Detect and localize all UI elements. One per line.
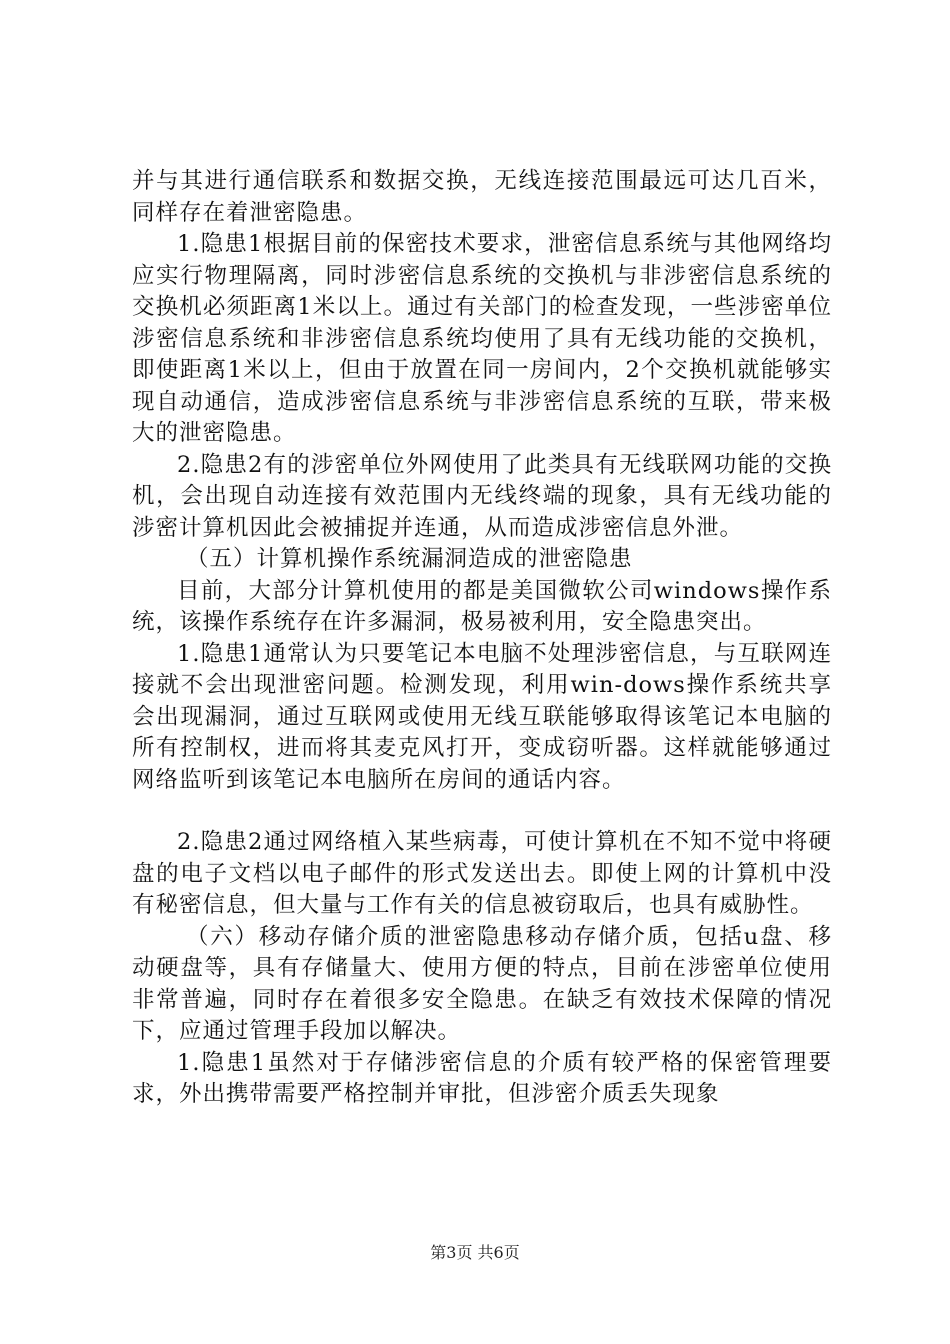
paragraph-continuation: 并与其进行通信联系和数据交换，无线连接范围最远可达几百米，同样存在着泄密隐患。 (132, 168, 832, 226)
paragraph-hazard-1-laptop: 1.隐患1通常认为只要笔记本电脑不处理涉密信息，与互联网连接就不会出现泄密问题。检测发现，利用win-dows操作系统共享会出现漏洞，通过互联网或使用无线互联能够取得该笔记本电脑的所有控制权，进而将其麦克风打开，变成窃听器。这样就能够通过网络监听到该笔记本电脑所在房间的通话内容。 (132, 640, 832, 793)
paragraph-hazard-1-media: 1.隐患1虽然对于存储涉密信息的介质有较严格的保密管理要求，外出携带需要严格控制并审批，但涉密介质丢失现象 (132, 1049, 832, 1107)
section-heading-os-vulnerability: （五）计算机操作系统漏洞造成的泄密隐患 (186, 546, 633, 572)
document-body (132, 166, 832, 1111)
paragraph-hazard-2-switch: 2.隐患2有的涉密单位外网使用了此类具有无线联网功能的交换机，会出现自动连接有效范围内无线终端的现象，具有无线功能的涉密计算机因此会被捕捉并连通，从而造成涉密信息外泄。 (132, 451, 832, 541)
page-number-footer: 第3页 共6页 (430, 1243, 520, 1262)
paragraph-hazard-2-virus: 2.隐患2通过网络植入某些病毒，可使计算机在不知不觉中将硬盘的电子文档以电子邮件的形式发送出去。即使上网的计算机中没有秘密信息，但大量与工作有关的信息被窃取后，也具有威胁性。 (132, 829, 832, 918)
paragraph-os-intro: 目前，大部分计算机使用的都是美国微软公司windows操作系统，该操作系统存在许多漏洞，极易被利用，安全隐患突出。 (132, 577, 832, 635)
section-heading-removable-media: （六）移动存储介质的泄密隐患移动存储介质，包括u盘、移动硬盘等，具有存储量大、使用方便的特点，目前在涉密单位使用非常普遍，同时存在着很多安全隐患。在缺乏有效技术保障的情况下，应通过管理手段加以解决。 (132, 923, 832, 1044)
paragraph-hazard-1-switch: 1.隐患1根据目前的保密技术要求，泄密信息系统与其他网络均应实行物理隔离，同时涉密信息系统的交换机与非涉密信息系统的交换机必须距离1米以上。通过有关部门的检查发现，一些涉密单位涉密信息系统和非涉密信息系统均使用了具有无线功能的交换机，即使距离1米以上，但由于放置在同一房间内，2个交换机就能够实现自动通信，造成涉密信息系统与非涉密信息系统的互联，带来极大的泄密隐患。 (132, 231, 832, 446)
